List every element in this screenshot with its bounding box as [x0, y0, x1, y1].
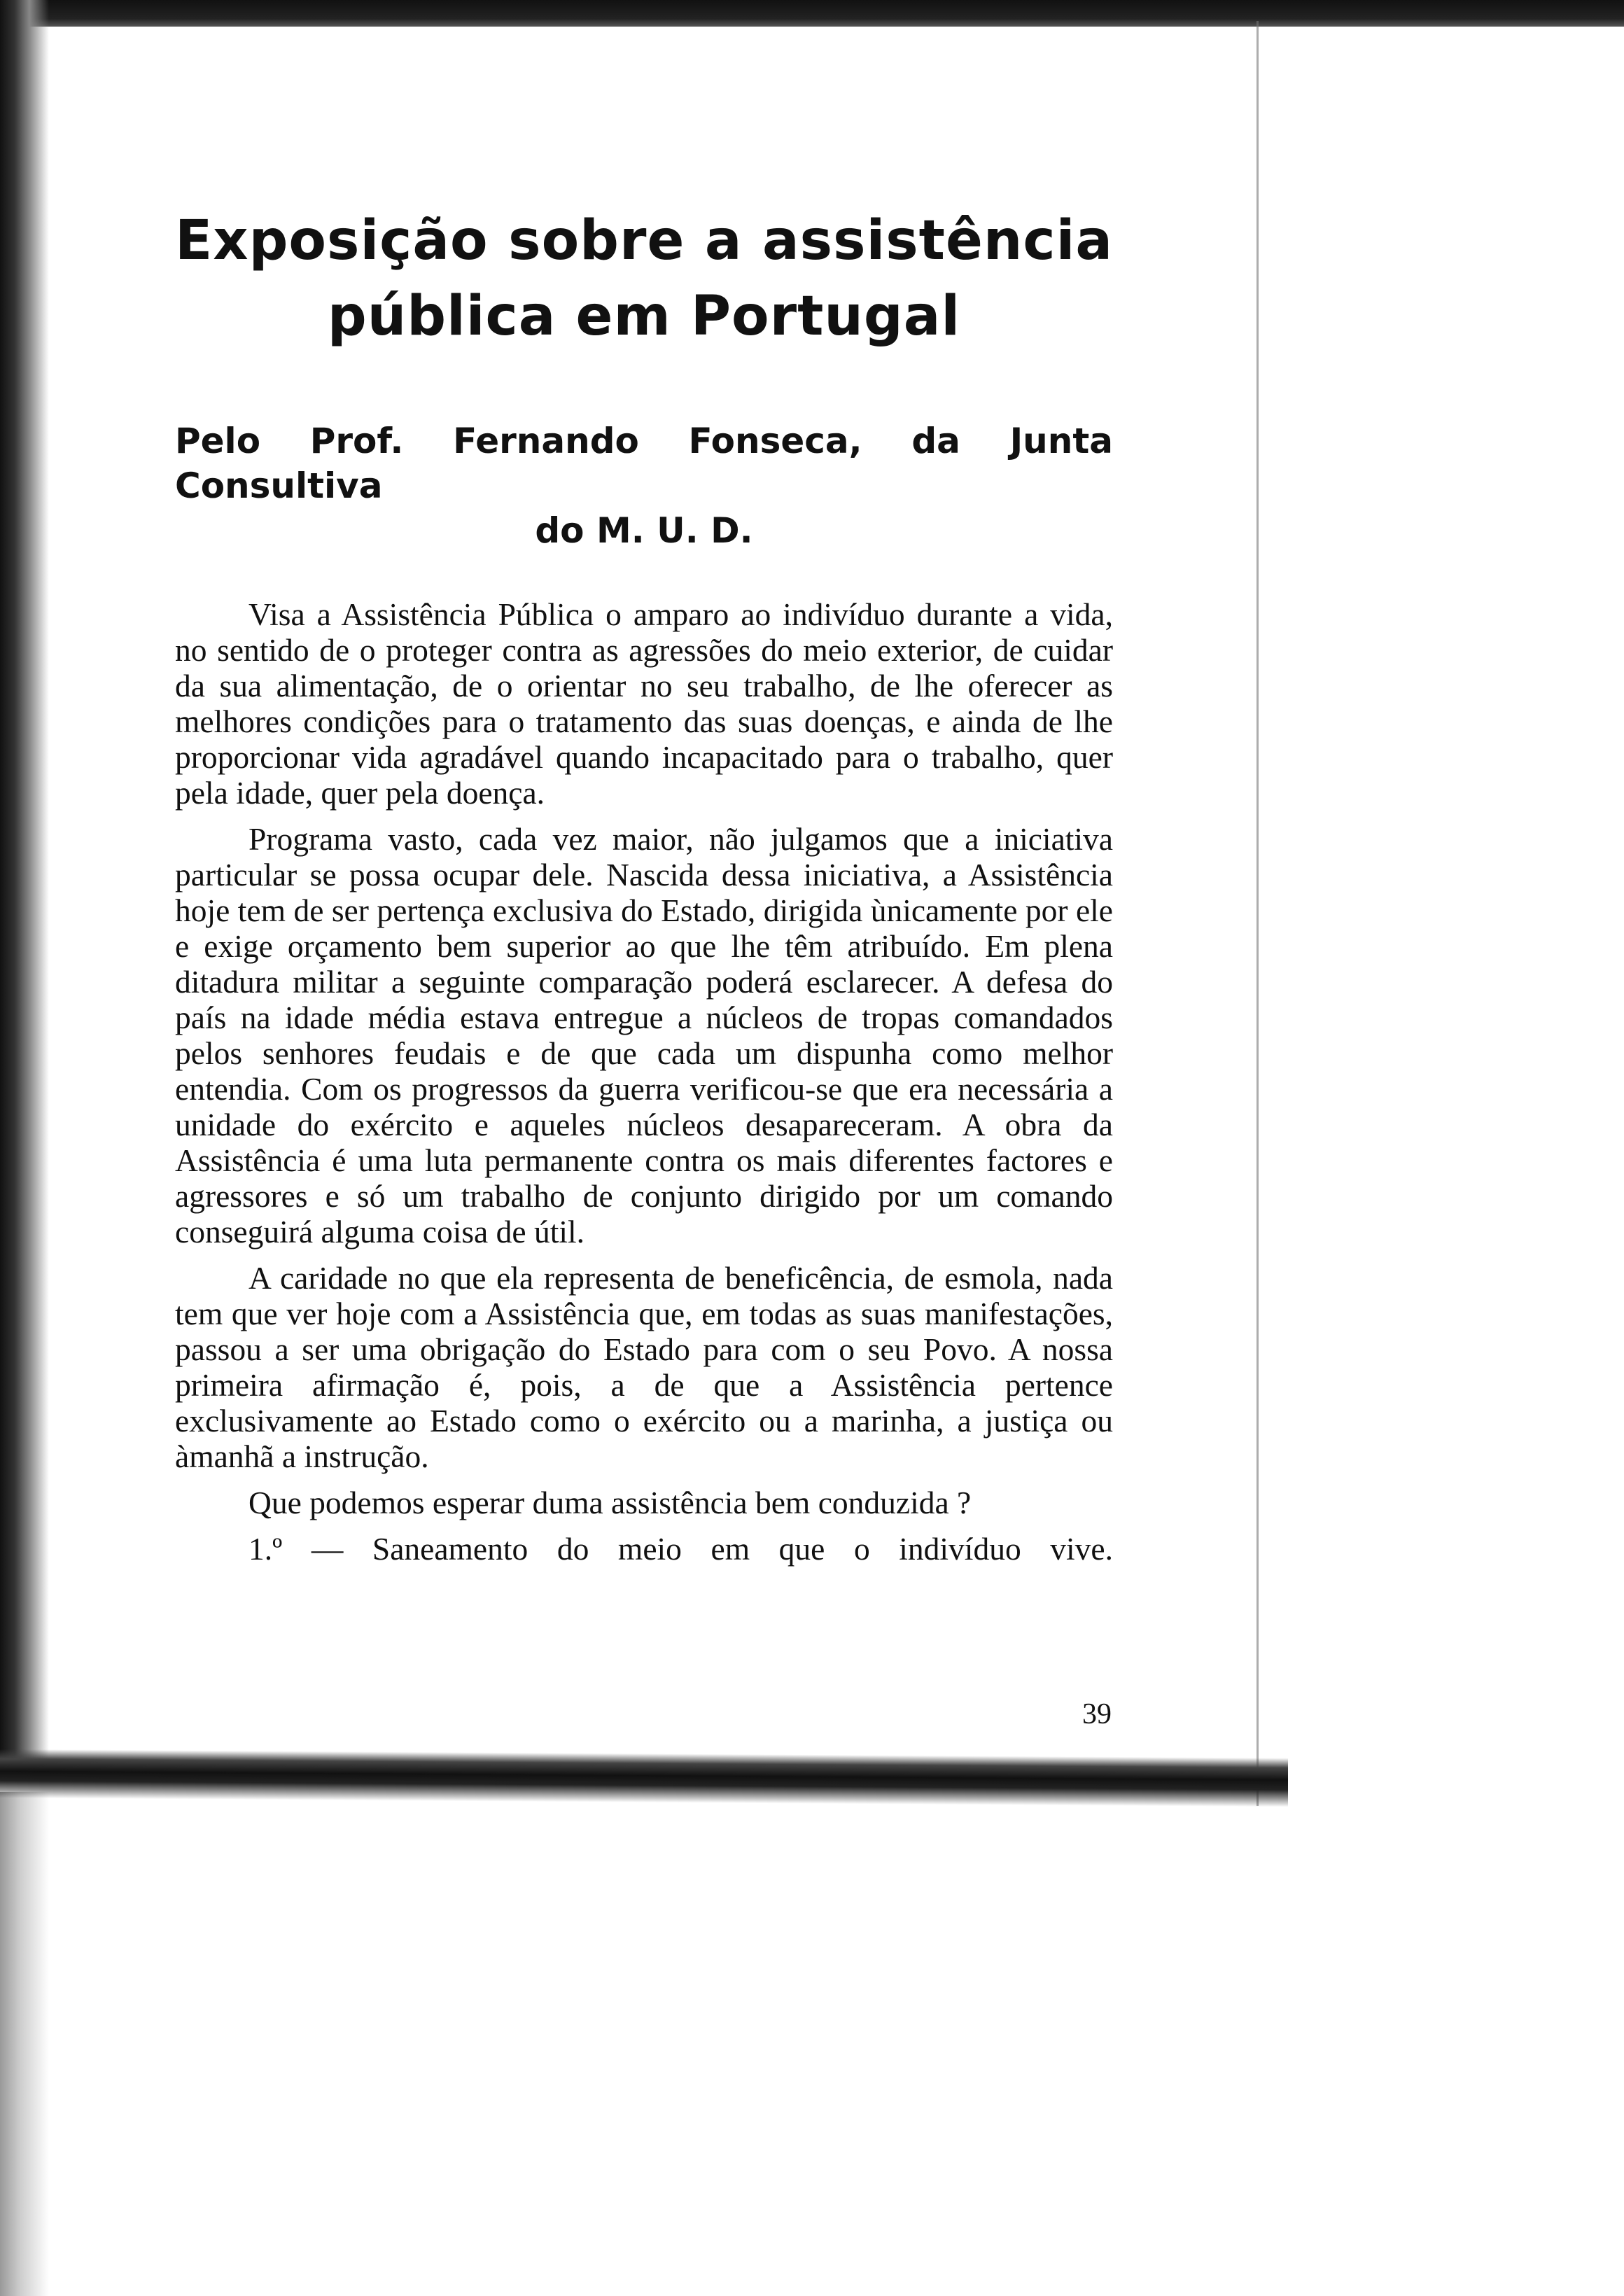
- scan-left-binding-shadow: [0, 0, 49, 1778]
- paragraph: A caridade no que ela representa de beneficência, de esmola, nada tem que ver hoje com a Assistência que, em todas as suas manifestações, passou a ser uma obrigação do Estado para com o seu Povo. A nossa primeira afirmação é, pois, a de que a Assistência pertence exclusivamente ao Estado como o exército ou a marinha, a justiça ou àmanhã a instrução.: [175, 1260, 1113, 1474]
- byline-line-2: do M. U. D.: [535, 510, 753, 551]
- paragraph: 1.º — Saneamento do meio em que o indivíduo vive.: [248, 1531, 1113, 1567]
- paragraph: Visa a Assistência Pública o amparo ao indivíduo durante a vida, no sentido de o proteger contra as agressões do meio exterior, de cuidar da sua alimentação, de o orientar no seu trabalho, de lhe oferecer as melhores condições para o tratamento das suas doenças, e ainda de lhe proporcionar vida agradável quando incapacitado para o trabalho, quer pela idade, quer pela doença.: [175, 596, 1113, 811]
- author-byline: [175, 419, 1113, 553]
- title-line-2: pública em Portugal: [327, 285, 961, 348]
- paragraph: Programa vasto, cada vez maior, não julgamos que a iniciativa particular se possa ocupar dele. Nascida dessa iniciativa, a Assistência hoje tem de ser pertença exclusiva do Estado, dirigida ùnicamente por ele e exige orçamento bem superior ao que lhe têm atribuído. Em plena ditadura militar a seguinte comparação poderá esclarecer. A defesa do país na idade média estava entregue a núcleos de tropas comandados pelos senhores feudais e de que cada um dispunha como melhor entendia. Com os progressos da guerra verificou-se que era necessária a unidade do exército e aqueles núcleos desapareceram. A obra da Assistência é uma luta permanente contra os mais diferentes factores e agressores e só um trabalho de conjunto dirigido por um comando conseguirá alguma coisa de útil.: [175, 821, 1113, 1250]
- scan-right-page-edge: [1256, 21, 1287, 1806]
- paragraph: Que podemos esperar duma assistência bem conduzida ?: [248, 1485, 972, 1520]
- scan-left-edge-lower: [0, 1792, 49, 2296]
- scan-top-border: [0, 0, 1624, 27]
- article-body: [175, 596, 1113, 1567]
- article-title: [175, 203, 1113, 354]
- byline-line-1: Pelo Prof. Fernando Fonseca, da Junta Consultiva: [175, 421, 1113, 506]
- scan-bottom-shadow-band: [0, 1749, 1288, 1807]
- page-number: 39: [1082, 1698, 1112, 1730]
- document-page: [175, 203, 1113, 1577]
- title-line-1: Exposição sobre a assistência: [175, 209, 1113, 272]
